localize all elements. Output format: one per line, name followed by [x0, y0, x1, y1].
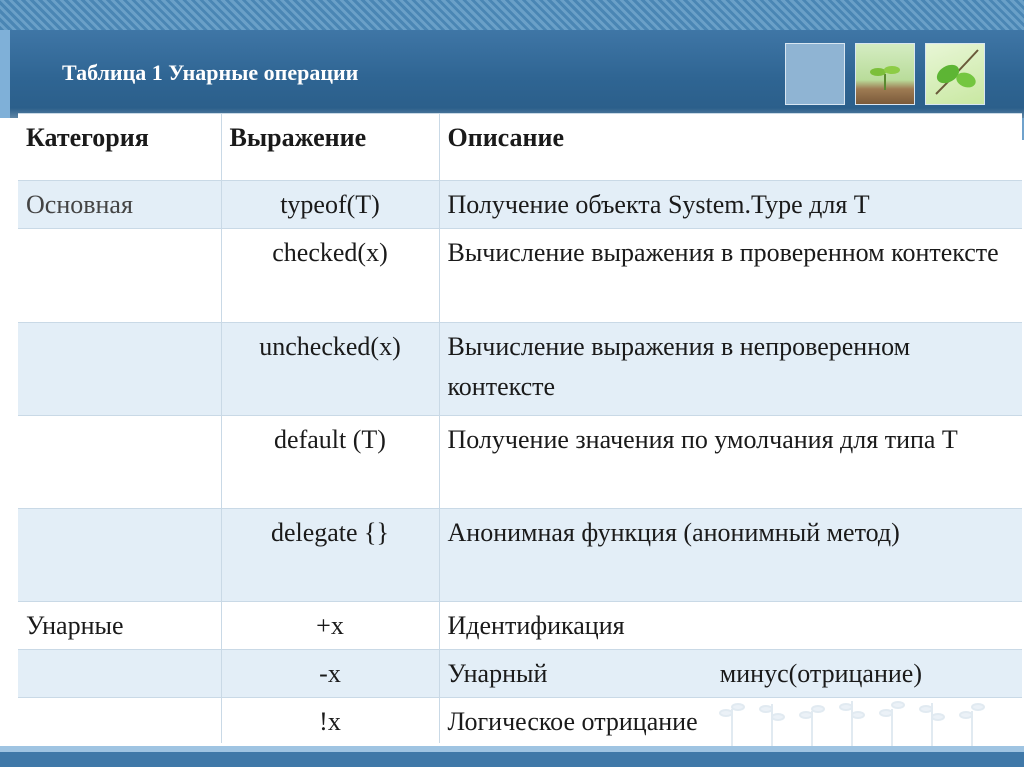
header-expression: Выражение: [221, 114, 439, 181]
table-header-row: [18, 114, 1022, 181]
description-part-1: Унарный: [447, 659, 548, 688]
cell-expression: +x: [221, 602, 439, 650]
cell-category: Унарные: [18, 602, 221, 650]
cell-expression: delegate {}: [221, 509, 439, 602]
header-left-accent: [0, 30, 10, 118]
sprout-thumbnail-icon: [855, 43, 915, 105]
cell-description: Вычисление выражения в проверенном контексте: [439, 229, 1022, 323]
leaves-thumbnail-icon: [925, 43, 985, 105]
cell-description: Получение объекта System.Type для T: [439, 181, 1022, 229]
table-row: [18, 323, 1022, 416]
table-row: [18, 509, 1022, 602]
header-description: Описание: [439, 114, 1022, 181]
cell-category: [18, 698, 221, 743]
cell-expression: !x: [221, 698, 439, 743]
header-category: Категория: [18, 114, 221, 181]
table-row: [18, 181, 1022, 229]
cell-description: Вычисление выражения в непроверенном контексте: [439, 323, 1022, 416]
cell-description: Логическое отрицание: [439, 698, 1022, 743]
page-title: Таблица 1 Унарные операции: [62, 60, 359, 85]
cell-expression: default (T): [221, 416, 439, 509]
plain-thumbnail-icon: [785, 43, 845, 105]
cell-category: [18, 650, 221, 698]
top-stripe: [0, 0, 1024, 30]
cell-description: Идентификация: [439, 602, 1022, 650]
table-row: [18, 229, 1022, 323]
cell-category: [18, 416, 221, 509]
description-part-2: минус(отрицание): [719, 659, 922, 688]
footer-bar: [0, 752, 1024, 767]
cell-expression: unchecked(x): [221, 323, 439, 416]
cell-category: Основная: [18, 181, 221, 229]
table-row: [18, 650, 1022, 698]
cell-category: [18, 229, 221, 323]
cell-expression: checked(x): [221, 229, 439, 323]
cell-expression: -x: [221, 650, 439, 698]
table-row: [18, 602, 1022, 650]
cell-description: Получение значения по умолчания для типа T: [439, 416, 1022, 509]
unary-operations-table: [18, 113, 1022, 743]
cell-category: [18, 509, 221, 602]
cell-expression: typeof(T): [221, 181, 439, 229]
table-row: [18, 416, 1022, 509]
cell-category: [18, 323, 221, 416]
cell-description: [439, 650, 1022, 698]
table-row: [18, 698, 1022, 743]
cell-description: Анонимная функция (анонимный метод): [439, 509, 1022, 602]
